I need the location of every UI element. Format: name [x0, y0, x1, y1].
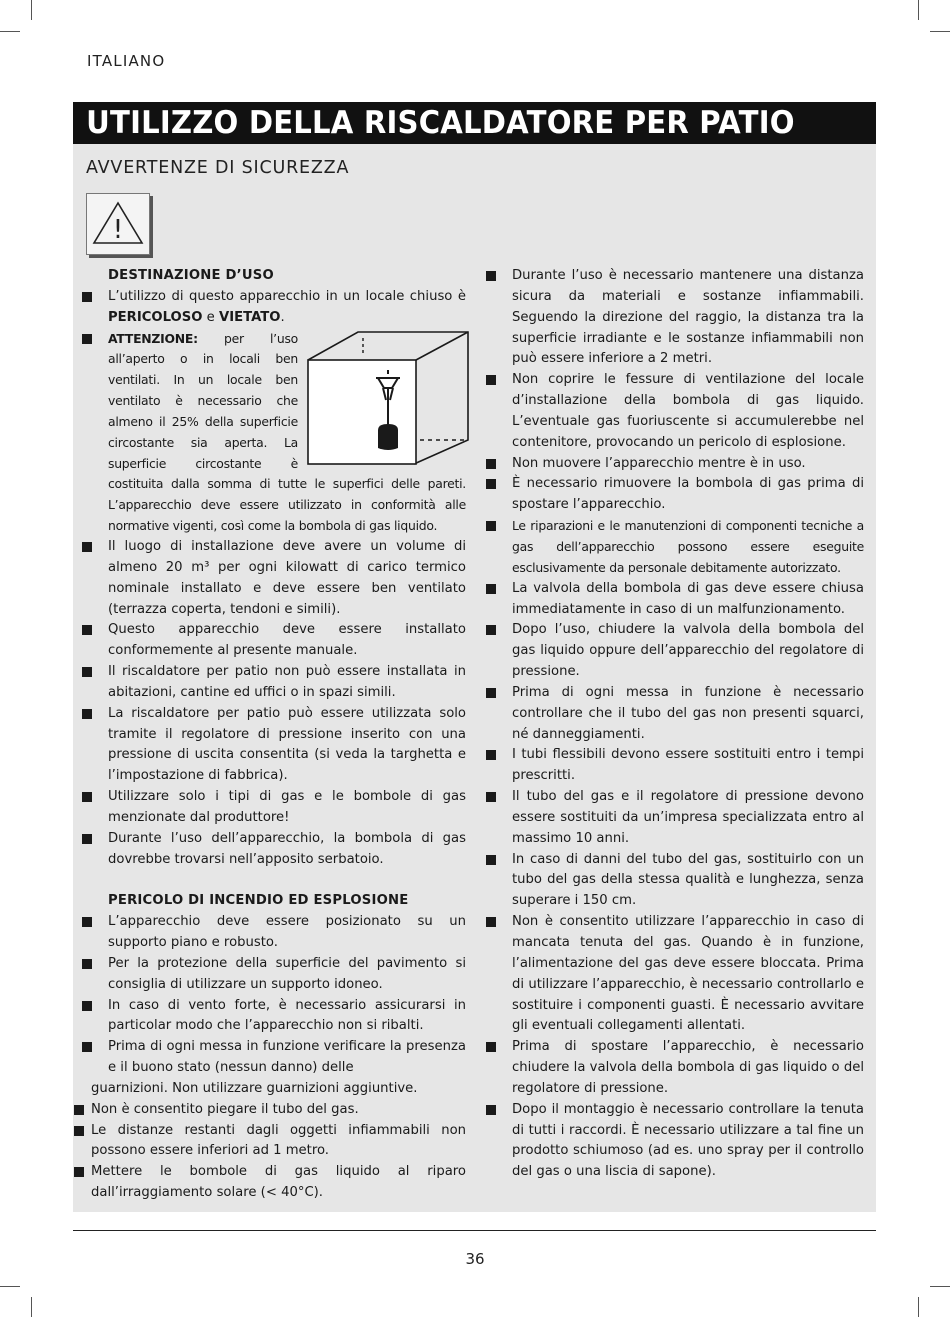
list-item: Per la protezione della superficie del pavimento si consiglia di utilizzare un supporto idoneo. — [80, 954, 466, 996]
crop-mark — [31, 1297, 32, 1317]
warning-box — [86, 193, 150, 255]
crop-mark — [918, 0, 919, 20]
list-item: In caso di vento forte, è necessario assicurarsi in particolar modo che l’apparecchio non si ribalti. — [80, 996, 466, 1038]
list-item: ATTENZIONE: per l’uso all’aperto o in locali ben ventilati. In un locale ben ventilato è necessario che almeno il 25% della superficie circostante sia aperta. La superficie circostante è costituita dalla somma di tutte le superfici delle pareti. L’apparecchio deve essere utilizzato in conformità alle normative vigenti, così come la bombola di gas liquido. — [80, 329, 466, 537]
list-item: Utilizzare solo i tipi di gas e le bombole di gas menzionate dal produttore! — [80, 787, 466, 829]
list-item: Durante l’uso dell’apparecchio, la bombola di gas dovrebbe trovarsi nell’apposito serbatoio. — [80, 829, 466, 871]
list-item: L’apparecchio deve essere posizionato su un supporto piano e robusto. — [80, 912, 466, 954]
list-item: La valvola della bombola di gas deve essere chiusa immediatamente in caso di un malfunzionamento. — [484, 579, 864, 621]
list-item: L’utilizzo di questo apparecchio in un locale chiuso è PERICOLOSO e VIETATO. — [80, 287, 466, 329]
right-column — [484, 266, 864, 1183]
illustration-space — [304, 331, 466, 469]
list-item: Non coprire le fessure di ventilazione del locale d’installazione della bombola di gas liquido. L’eventuale gas fuoriuscente si accumulerebbe nel contenitore, provocando un pericolo di esplosione. — [484, 370, 864, 453]
list-item: Questo apparecchio deve essere installato conformemente al presente manuale. — [80, 620, 466, 662]
crop-mark — [0, 31, 20, 32]
page-title: UTILIZZO DELLA RISCALDATORE PER PATIO — [86, 105, 795, 141]
crop-mark — [930, 31, 950, 32]
list-item: Durante l’uso è necessario mantenere una distanza sicura da materiali e sostanze infiammabili. Seguendo la direzione del raggio, la distanza tra la superficie irradiante e le sostanze infiammabili non può essere inferiore a 2 metri. — [484, 266, 864, 370]
list-item: Il luogo di installazione deve avere un volume di almeno 20 m³ per ogni kilowatt di carico termico nominale installato e deve essere ben ventilato (terrazza coperta, tendoni e simili). — [80, 537, 466, 620]
list-item: Non muovere l’apparecchio mentre è in uso. — [484, 454, 864, 475]
page-number: 36 — [465, 1250, 485, 1268]
crop-mark — [31, 0, 32, 20]
section-heading-destinazione: DESTINAZIONE D’USO — [108, 268, 274, 283]
list-item: Dopo l’uso, chiudere la valvola della bombola del gas liquido oppure dell’apparecchio del regolatore di pressione. — [484, 620, 864, 683]
list-item: I tubi flessibili devono essere sostituiti entro i tempi prescritti. — [484, 745, 864, 787]
language-label: ITALIANO — [87, 52, 166, 70]
section-subtitle: AVVERTENZE DI SICUREZZA — [86, 158, 350, 178]
list-item: Le riparazioni e le manutenzioni di componenti tecniche a gas dell’apparecchio possono essere eseguite esclusivamente da personale debitamente autorizzato. — [484, 516, 864, 579]
warning-mark: ! — [112, 215, 124, 245]
list-item: Il tubo del gas e il regolatore di pressione devono essere sostituiti da un’impresa specializzata entro al massimo 10 anni. — [484, 787, 864, 850]
crop-mark — [0, 1286, 20, 1287]
list-item: Dopo il montaggio è necessario controllare la tenuta di tutti i raccordi. È necessario utilizzare a tal fine un prodotto schiumoso (ad es. uno spray per il controllo del gas o una liscia di sapone). — [484, 1100, 864, 1183]
list-item: Non è consentito piegare il tubo del gas. — [72, 1100, 466, 1121]
list-item-continuation: guarnizioni. Non utilizzare guarnizioni aggiuntive. — [91, 1080, 418, 1096]
crop-mark — [930, 1286, 950, 1287]
list-item: Mettere le bombole di gas liquido al riparo dall’irraggiamento solare (< 40°C). — [72, 1162, 466, 1204]
list-item: La riscaldatore per patio può essere utilizzata solo tramite il regolatore di pressione inserito con una pressione di uscita consentita (si veda la targhetta e l’impostazione di fabbrica). — [80, 704, 466, 787]
list-item: Prima di ogni messa in funzione è necessario controllare che il tubo del gas non presenti squarci, né danneggiamenti. — [484, 683, 864, 746]
list-item: In caso di danni del tubo del gas, sostituirlo con un tubo del gas della stessa qualità e lunghezza, senza superare i 150 cm. — [484, 850, 864, 913]
crop-mark — [918, 1297, 919, 1317]
list-item: Le distanze restanti dagli oggetti infiammabili non possono essere inferiori ad 1 metro. — [72, 1121, 466, 1163]
footer-divider — [73, 1230, 876, 1231]
warning-triangle-icon — [87, 194, 149, 254]
list-item: Il riscaldatore per patio non può essere installata in abitazioni, cantine ed uffici o in spazi simili. — [80, 662, 466, 704]
section-heading-pericolo: PERICOLO DI INCENDIO ED ESPLOSIONE — [108, 893, 409, 909]
left-column — [80, 266, 466, 1204]
list-item: È necessario rimuovere la bombola di gas prima di spostare l’apparecchio. — [484, 474, 864, 516]
list-item: Non è consentito utilizzare l’apparecchio in caso di mancata tenuta del gas. Quando è in funzione, l’alimentazione del gas deve essere bloccata. Prima di utilizzare l’apparecchio, è necessario controllarlo e sostituire i componenti guasti. È necessario avvitare gli eventuali collegamenti allentati. — [484, 912, 864, 1037]
list-item: Prima di ogni messa in funzione verificare la presenza e il buono stato (nessun danno) delle — [80, 1037, 466, 1079]
title-bar — [73, 102, 876, 144]
list-item: Prima di spostare l’apparecchio, è necessario chiudere la valvola della bombola di gas liquido o del regolatore di pressione. — [484, 1037, 864, 1100]
